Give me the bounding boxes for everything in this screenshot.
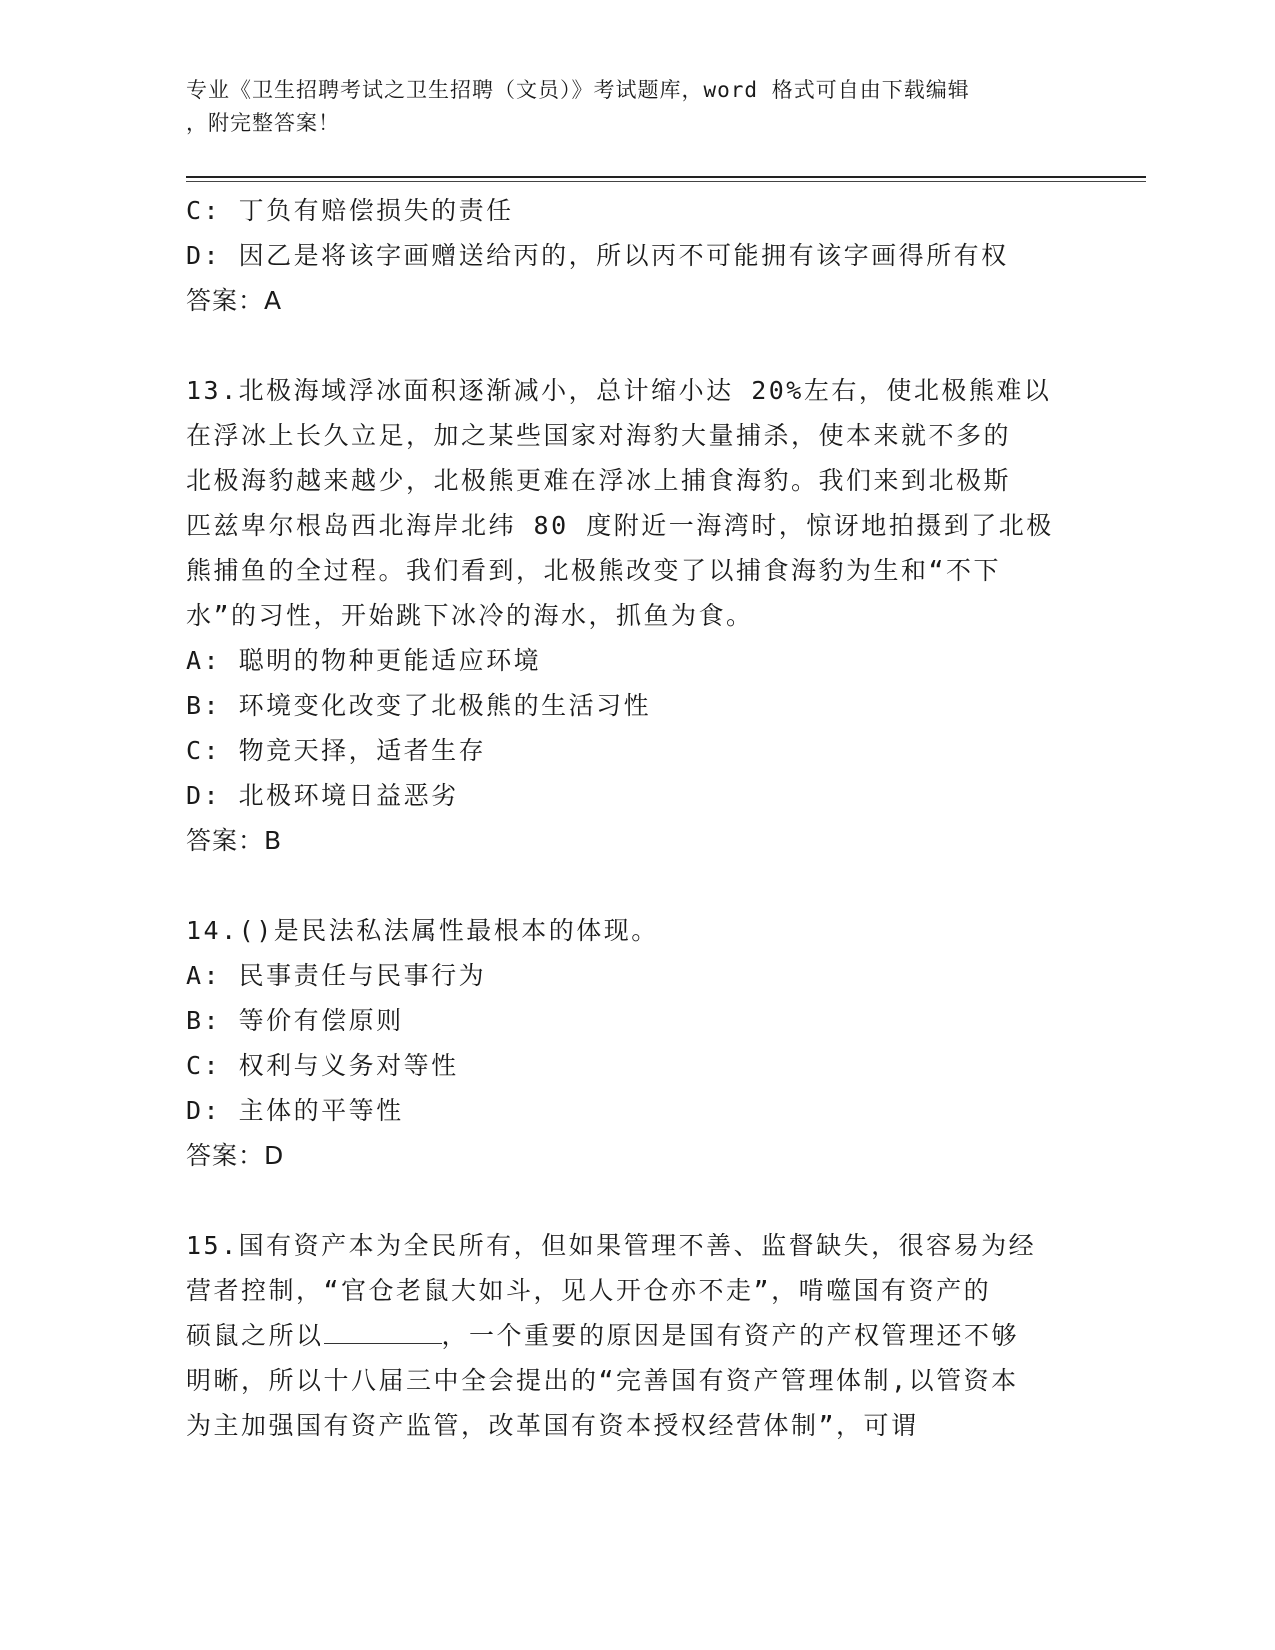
question-13 xyxy=(186,368,1076,863)
question-15 xyxy=(186,1223,1076,1448)
q13-stem-line: 13.北极海域浮冰面积逐渐减小，总计缩小达 20%左右，使北极熊难以 xyxy=(186,376,1052,405)
fill-in-blank xyxy=(324,1317,442,1344)
q13-option-d: D: 北极环境日益恶劣 xyxy=(186,781,459,810)
q14-option-d: D: 主体的平等性 xyxy=(186,1096,404,1125)
document-header xyxy=(186,74,1076,140)
header-line-1: 专业《卫生招聘考试之卫生招聘（文员）》考试题库，word 格式可自由下载编辑 xyxy=(186,78,970,102)
q13-option-a: A: 聪明的物种更能适应环境 xyxy=(186,646,542,675)
q14-option-a: A: 民事责任与民事行为 xyxy=(186,961,487,990)
q12-answer-value: A xyxy=(264,286,283,315)
question-content xyxy=(186,188,1076,1448)
q13-stem-line: 熊捕鱼的全过程。我们看到，北极熊改变了以捕食海豹为生和“不下 xyxy=(186,556,1002,585)
q15-text-before-blank: 硕鼠之所以 xyxy=(186,1321,324,1350)
q12-option-c: C: 丁负有赔偿损失的责任 xyxy=(186,196,514,225)
spacer xyxy=(186,863,1076,908)
q13-stem-line: 北极海豹越来越少，北极熊更难在浮冰上捕食海豹。我们来到北极斯 xyxy=(186,466,1012,495)
q14-answer-label: 答案： xyxy=(186,1141,265,1170)
header-line-2: ，附完整答案！ xyxy=(186,111,340,135)
q14-option-b: B: 等价有偿原则 xyxy=(186,1006,404,1035)
q15-text-after-blank: ，一个重要的原因是国有资产的产权管理还不够 xyxy=(441,1321,1020,1350)
q13-stem-line: 水”的习性，开始跳下冰冷的海水，抓鱼为食。 xyxy=(186,601,754,630)
question-14 xyxy=(186,908,1076,1178)
q13-option-b: B: 环境变化改变了北极熊的生活习性 xyxy=(186,691,652,720)
q12-answer-label: 答案： xyxy=(186,286,265,315)
q13-answer-label: 答案： xyxy=(186,826,265,855)
q13-option-c: C: 物竞天择，适者生存 xyxy=(186,736,487,765)
q14-option-c: C: 权利与义务对等性 xyxy=(186,1051,459,1080)
q12-answer xyxy=(186,278,1076,323)
q15-stem-line-with-blank xyxy=(186,1313,1076,1358)
q12-option-d: D: 因乙是将该字画赠送给丙的，所以丙不可能拥有该字画得所有权 xyxy=(186,241,1009,270)
q14-answer-value: D xyxy=(264,1141,285,1170)
question-12-tail xyxy=(186,188,1076,323)
q13-stem-line: 在浮冰上长久立足，加之某些国家对海豹大量捕杀，使本来就不多的 xyxy=(186,421,1012,450)
header-divider-thick xyxy=(186,176,1146,178)
q13-answer xyxy=(186,818,1076,863)
q15-stem-line: 营者控制，“官仓老鼠大如斗，见人开仓亦不走”，啃噬国有资产的 xyxy=(186,1276,992,1305)
q15-stem-line: 明晰，所以十八届三中全会提出的“完善国有资产管理体制,以管资本 xyxy=(186,1366,1019,1395)
spacer xyxy=(186,323,1076,368)
q14-answer xyxy=(186,1133,1076,1178)
spacer xyxy=(186,1178,1076,1223)
q15-stem-line: 15.国有资产本为全民所有，但如果管理不善、监督缺失，很容易为经 xyxy=(186,1231,1037,1260)
q13-stem-line: 匹兹卑尔根岛西北海岸北纬 80 度附近一海湾时，惊讶地拍摄到了北极 xyxy=(186,511,1054,540)
q15-stem-line: 为主加强国有资产监管，改革国有资本授权经营体制”，可谓 xyxy=(186,1411,919,1440)
q14-stem: 14.()是民法私法属性最根本的体现。 xyxy=(186,916,659,945)
q13-answer-value: B xyxy=(264,826,283,855)
header-divider-thin xyxy=(186,181,1146,182)
